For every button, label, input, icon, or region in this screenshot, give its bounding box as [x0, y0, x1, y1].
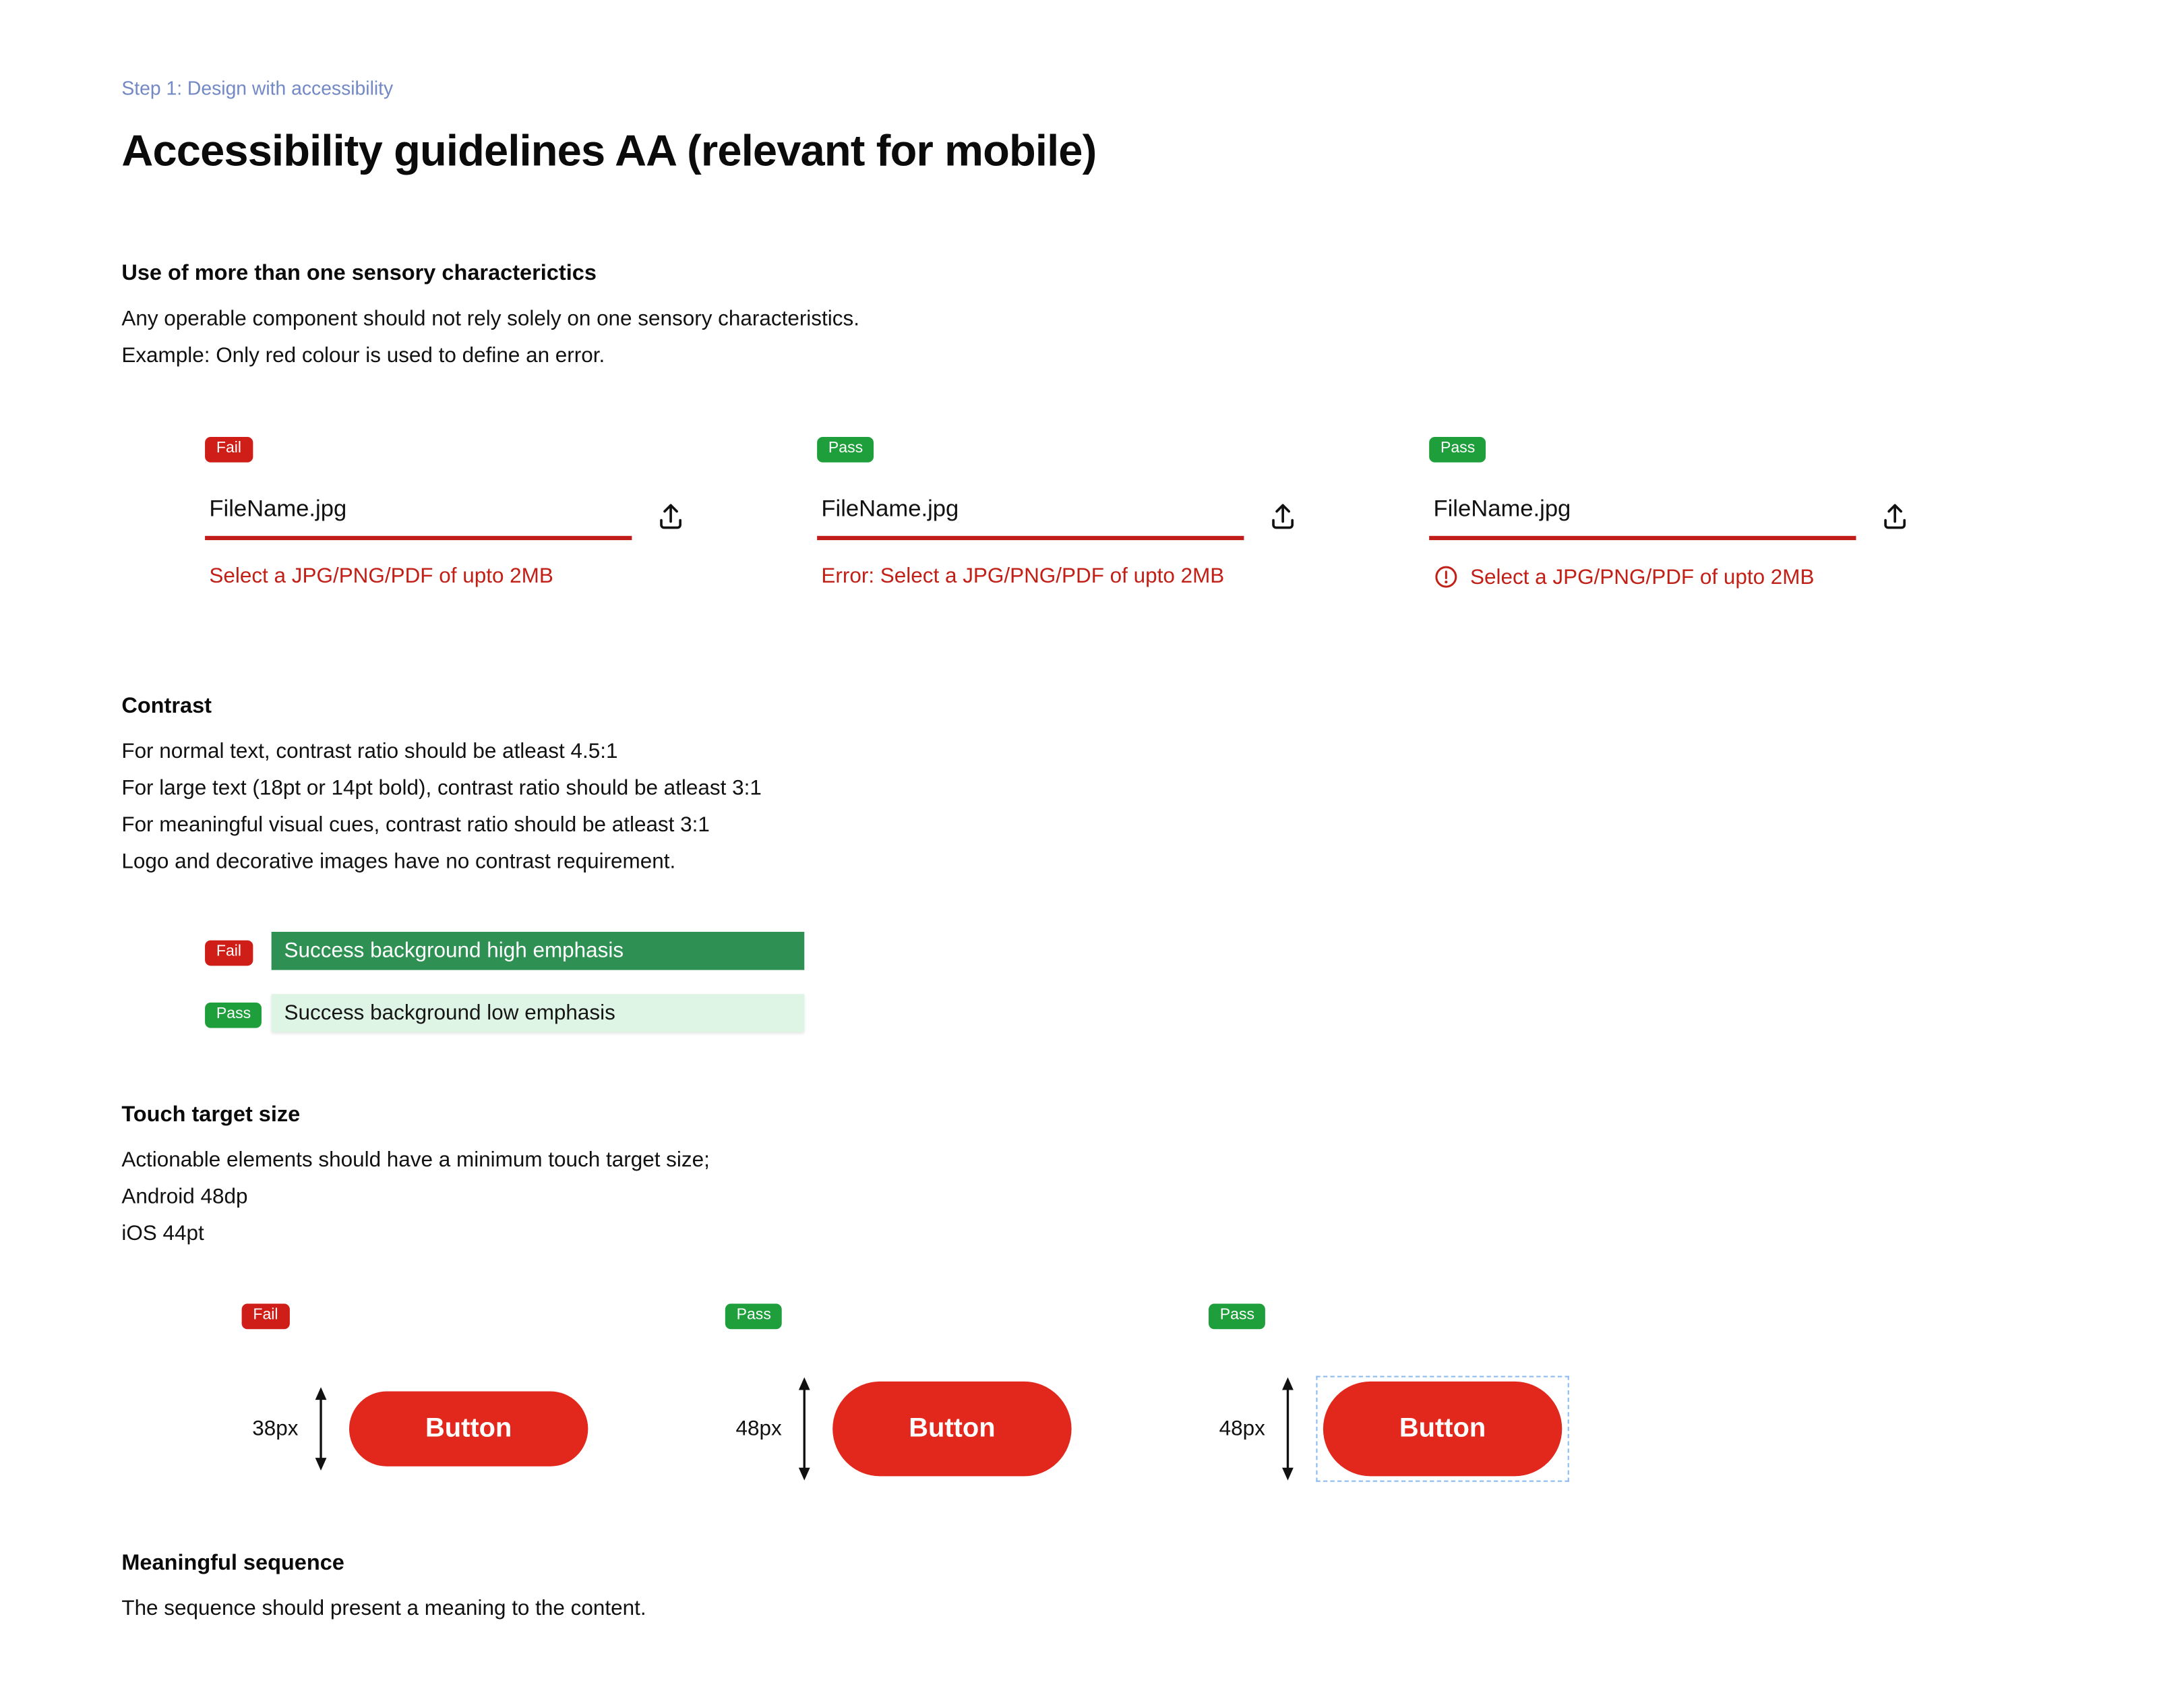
pass-badge: Pass: [725, 1304, 783, 1330]
touch-examples-row: [242, 1301, 2128, 1480]
pass-badge: Pass: [1429, 437, 1486, 463]
button[interactable]: [349, 1392, 588, 1467]
upload-examples-row: [205, 434, 2127, 590]
success-low-emphasis-swatch: [272, 994, 805, 1032]
size-label: 48px: [735, 1417, 782, 1441]
body-text: The sequence should present a meaning to the content.: [121, 1596, 646, 1621]
breadcrumb-step-link[interactable]: Step 1: Design with accessibility: [121, 78, 394, 99]
helper-text: Select a JPG/PNG/PDF of upto 2MB: [209, 564, 553, 589]
body-text: Any operable component should not rely solely on one sensory characteristics.: [121, 307, 859, 331]
body-text: Example: Only red colour is used to define an error.: [121, 343, 605, 368]
file-upload-field[interactable]: [205, 496, 697, 540]
vertical-measure-arrow-icon: [795, 1378, 814, 1481]
section-heading-sensory: Use of more than one sensory characterictics: [121, 261, 597, 286]
body-text: For normal text, contrast ratio should be atleast 4.5:1: [121, 739, 618, 764]
pass-badge: Pass: [205, 1002, 262, 1028]
touch-example-fail: [242, 1301, 588, 1480]
body-text: Logo and decorative images have no contrast requirement.: [121, 850, 676, 875]
body-text: For meaningful visual cues, contrast ratio should be atleast 3:1: [121, 812, 710, 837]
page-title: Accessibility guidelines AA (relevant for mobile): [121, 125, 1097, 176]
upload-icon[interactable]: [655, 500, 687, 540]
touch-example-body: [242, 1378, 588, 1481]
file-name-input[interactable]: [1429, 496, 1856, 540]
body-text: Actionable elements should have a minimum touch target size;: [121, 1148, 710, 1173]
error-helper-text: [205, 564, 697, 589]
success-high-emphasis-swatch: [272, 932, 805, 970]
swatch-label: Success background high emphasis: [284, 939, 624, 964]
section-meaningful-sequence: [121, 1551, 2127, 1628]
size-label: 38px: [252, 1417, 299, 1441]
file-name-text: FileName.jpg: [209, 496, 347, 522]
upload-icon[interactable]: [1879, 500, 1911, 540]
error-helper-text: [1429, 564, 1921, 590]
fail-badge: Fail: [205, 940, 253, 966]
upload-example-pass-text: [817, 434, 1309, 590]
body-text: Android 48dp: [121, 1185, 248, 1210]
swatch-row-low: [205, 994, 2127, 1032]
file-name-input[interactable]: [817, 496, 1244, 540]
warning-circle-icon: [1433, 564, 1459, 590]
section-touch-target: [121, 1103, 2127, 1481]
error-helper-text: [817, 564, 1309, 589]
button-label: Button: [909, 1413, 996, 1444]
button-label: Button: [1399, 1413, 1486, 1444]
body-text: iOS 44pt: [121, 1221, 204, 1246]
fail-badge: Fail: [242, 1304, 290, 1330]
file-upload-field[interactable]: [1429, 496, 1921, 540]
selection-outline: [1316, 1375, 1569, 1481]
section-heading-touch: Touch target size: [121, 1102, 301, 1127]
body-text: For large text (18pt or 14pt bold), contrast ratio should be atleast 3:1: [121, 776, 762, 800]
touch-example-pass-selected: [1209, 1301, 1569, 1480]
section-sensory: [121, 262, 2127, 590]
pass-badge: Pass: [817, 437, 874, 463]
vertical-measure-arrow-icon: [1278, 1378, 1298, 1481]
button-label: Button: [425, 1413, 512, 1444]
button[interactable]: [832, 1382, 1071, 1477]
upload-example-pass-icon: [1429, 434, 1921, 590]
upload-example-fail: [205, 434, 697, 590]
file-name-text: FileName.jpg: [821, 496, 959, 522]
badge-column: [205, 999, 272, 1028]
size-label: 48px: [1219, 1417, 1265, 1441]
contrast-swatches: [205, 932, 2127, 1032]
section-contrast: [121, 694, 2127, 1032]
button[interactable]: [1323, 1382, 1562, 1477]
swatch-row-high: [205, 932, 2127, 970]
touch-example-body: [1209, 1378, 1569, 1481]
helper-text: Select a JPG/PNG/PDF of upto 2MB: [1469, 564, 1815, 589]
vertical-measure-arrow-icon: [311, 1387, 330, 1471]
section-heading-sequence: Meaningful sequence: [121, 1551, 344, 1576]
touch-example-body: [725, 1378, 1072, 1481]
fail-badge: Fail: [205, 437, 253, 463]
touch-example-pass: [725, 1301, 1072, 1480]
file-name-input[interactable]: [205, 496, 632, 540]
section-heading-contrast: Contrast: [121, 694, 212, 719]
file-name-text: FileName.jpg: [1433, 496, 1571, 522]
helper-text: Error: Select a JPG/PNG/PDF of upto 2MB: [821, 564, 1225, 589]
upload-icon[interactable]: [1267, 500, 1299, 540]
badge-column: [205, 937, 272, 965]
pass-badge: Pass: [1209, 1304, 1266, 1330]
file-upload-field[interactable]: [817, 496, 1309, 540]
swatch-label: Success background low emphasis: [284, 1001, 615, 1026]
